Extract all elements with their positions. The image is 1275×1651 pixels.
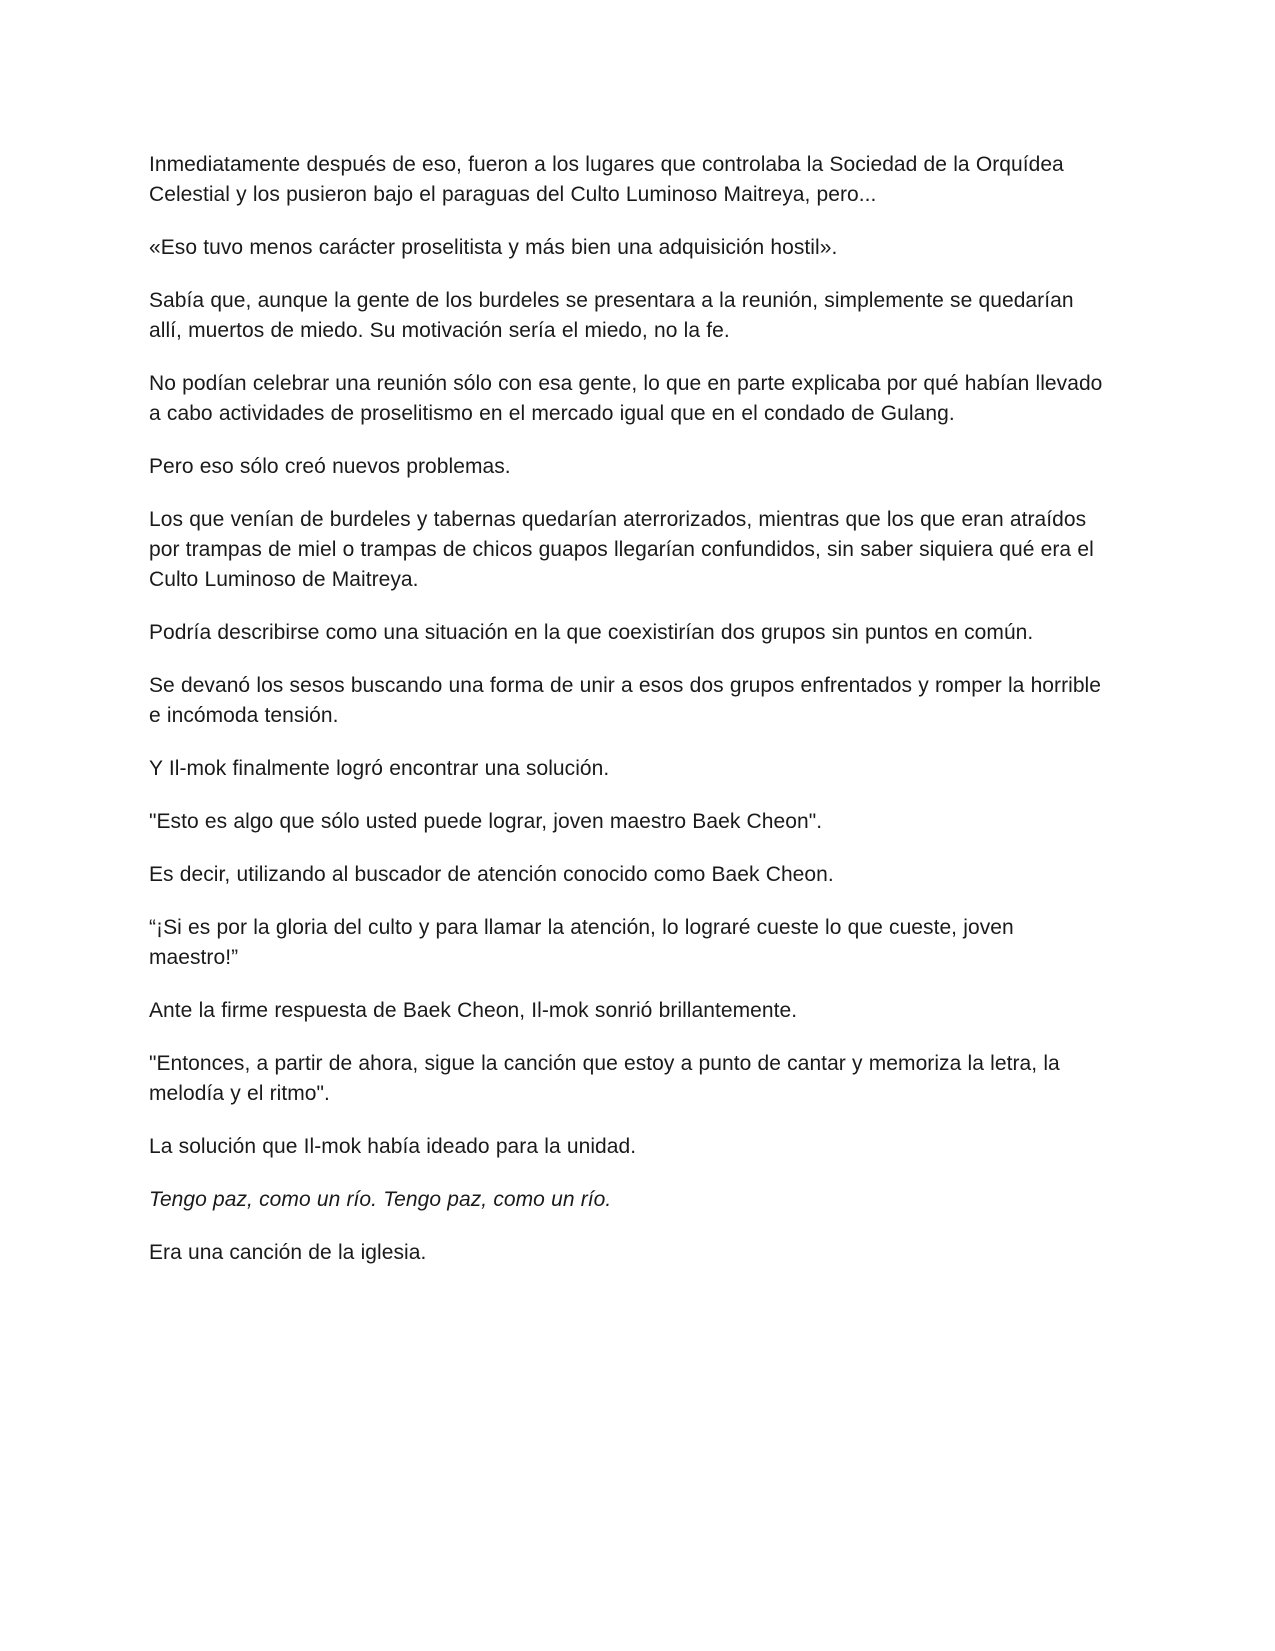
paragraph: Es decir, utilizando al buscador de atención conocido como Baek Cheon. — [149, 863, 834, 886]
paragraph: No podían celebrar una reunión sólo con esa gente, lo que en parte explicaba por qué habían llevado a cabo actividades de proselitismo en el mercado igual que en el condado de Gulang. — [149, 372, 1103, 425]
paragraph: Se devanó los sesos buscando una forma de unir a esos dos grupos enfrentados y romper la horrible e incómoda tensión. — [149, 674, 1102, 727]
paragraph: «Eso tuvo menos carácter proselitista y más bien una adquisición hostil». — [149, 236, 838, 259]
paragraph: Era una canción de la iglesia. — [149, 1241, 427, 1264]
paragraph: "Entonces, a partir de ahora, sigue la canción que estoy a punto de cantar y memoriza la letra, la melodía y el ritmo". — [149, 1052, 1060, 1105]
paragraph: La solución que Il-mok había ideado para la unidad. — [149, 1135, 637, 1158]
paragraph: “¡Si es por la gloria del culto y para llamar la atención, lo lograré cueste lo que cueste, joven maestro!” — [149, 916, 1014, 969]
paragraph: Podría describirse como una situación en la que coexistirían dos grupos sin puntos en común. — [149, 621, 1034, 644]
document-page — [149, 150, 1109, 1291]
paragraph: Los que venían de burdeles y tabernas quedarían aterrorizados, mientras que los que eran atraídos por trampas de miel o trampas de chicos guapos llegarían confundidos, sin saber siquiera qué era el Culto Luminoso de Maitreya. — [149, 508, 1094, 591]
paragraph: Ante la firme respuesta de Baek Cheon, Il-mok sonrió brillantemente. — [149, 999, 798, 1022]
song-lyric-paragraph: Tengo paz, como un río. Tengo paz, como un río. — [149, 1188, 612, 1211]
paragraph: Inmediatamente después de eso, fueron a los lugares que controlaba la Sociedad de la Orquídea Celestial y los pusieron bajo el paraguas del Culto Luminoso Maitreya, pero... — [149, 153, 1064, 206]
paragraph: Y Il-mok finalmente logró encontrar una solución. — [149, 757, 610, 780]
paragraph: Pero eso sólo creó nuevos problemas. — [149, 455, 511, 478]
paragraph: Sabía que, aunque la gente de los burdeles se presentara a la reunión, simplemente se quedarían allí, muertos de miedo. Su motivación sería el miedo, no la fe. — [149, 289, 1074, 342]
paragraph: "Esto es algo que sólo usted puede lograr, joven maestro Baek Cheon". — [149, 810, 823, 833]
